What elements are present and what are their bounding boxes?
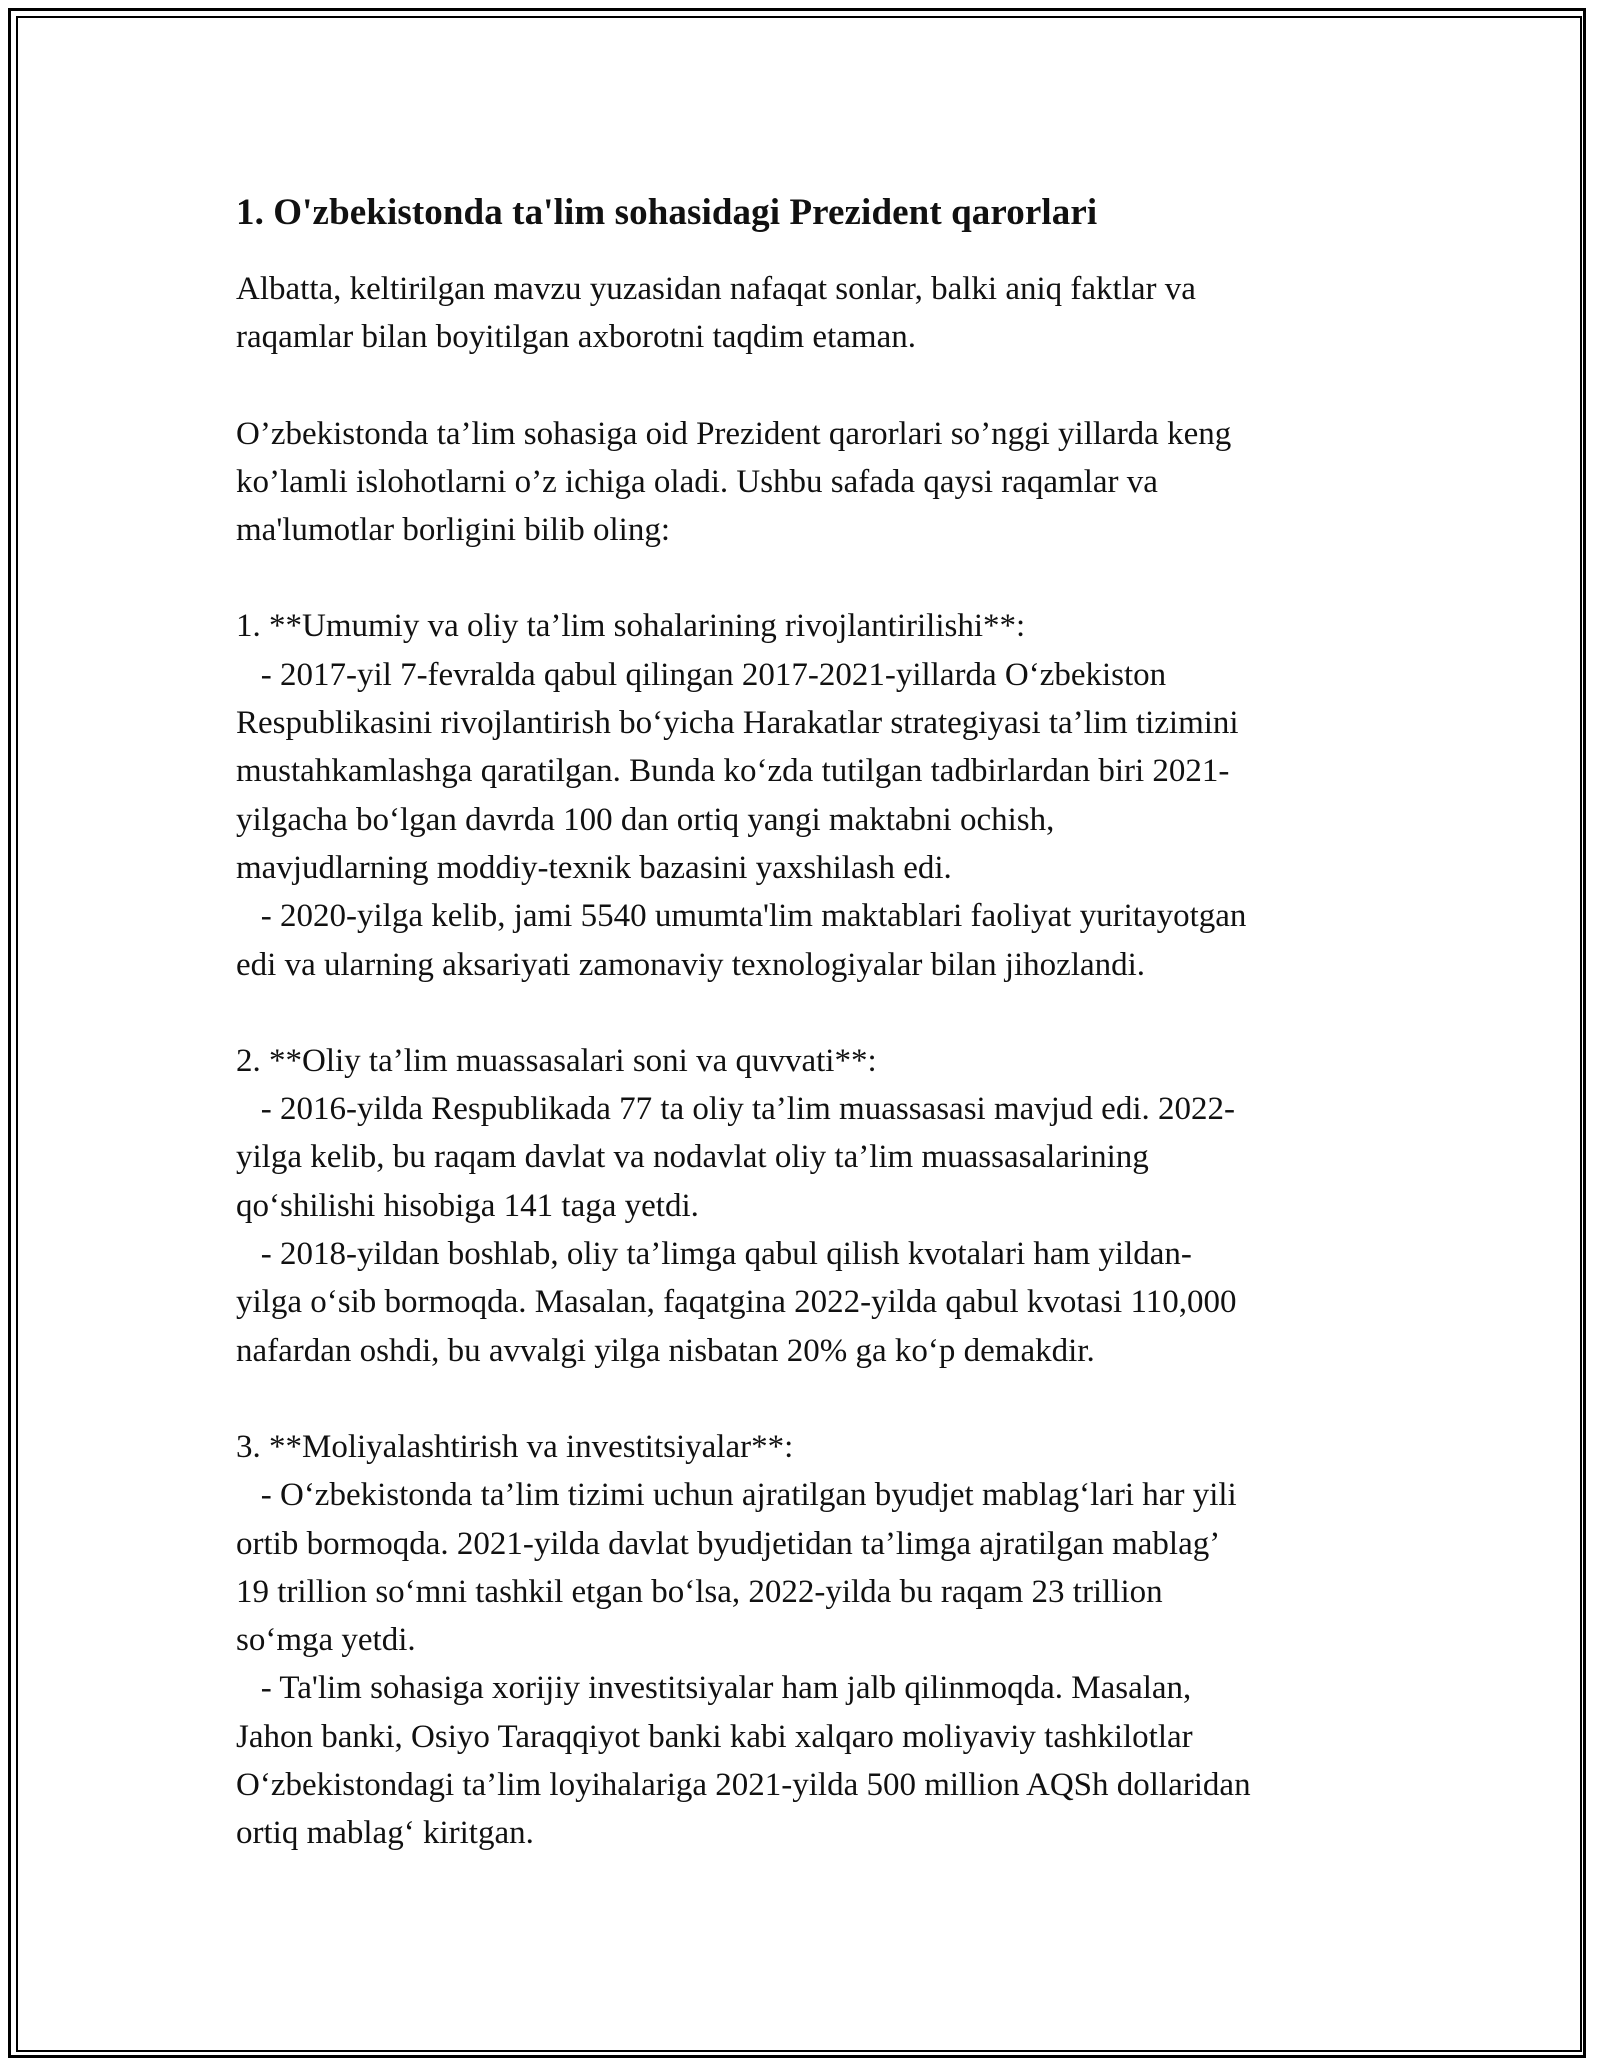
text-line: - 2017-yil 7-fevralda qabul qilingan 2017-2021-yillarda O‘zbekiston (236, 656, 1167, 693)
text-line: 19 trillion so‘mni tashkil etgan bo‘lsa, 2022-yilda bu raqam 23 trillion (236, 1573, 1163, 1610)
text-line: - 2016-yilda Respublikada 77 ta oliy ta’lim muassasasi mavjud edi. 2022- (236, 1091, 1235, 1128)
context-paragraph (236, 410, 1386, 555)
section-financing-investments (236, 1423, 1386, 1858)
text-line: O’zbekistonda ta’lim sohasiga oid Prezident qarorlari so’nggi yillarda keng (236, 415, 1232, 452)
text-line: - 2020-yilga kelib, jami 5540 umumta'lim maktablari faoliyat yuritayotgan (236, 898, 1247, 935)
text-line: Jahon banki, Osiyo Taraqqiyot banki kabi xalqaro moliyaviy tashkilotlar (236, 1718, 1193, 1755)
text-line: yilgacha bo‘lgan davrda 100 dan ortiq yangi maktabni ochish, (236, 801, 1055, 838)
intro-paragraph (236, 265, 1386, 362)
section-heading: 3. **Moliyalashtirish va investitsiyalar**: (236, 1428, 794, 1465)
text-line: mavjudlarning moddiy-texnik bazasini yaxshilash edi. (236, 849, 952, 886)
text-line: edi va ularning aksariyati zamonaviy texnologiyalar bilan jihozlandi. (236, 946, 1146, 983)
section-higher-education-institutions (236, 1037, 1386, 1375)
text-line: - 2018-yildan boshlab, oliy ta’limga qabul qilish kvotalari ham yildan- (236, 1236, 1192, 1273)
text-line: yilga o‘sib bormoqda. Masalan, faqatgina 2022-yilda qabul kvotasi 110,000 (236, 1284, 1237, 1321)
document-body (236, 185, 1386, 1906)
text-line: ko’lamli islohotlarni o’z ichiga oladi. Ushbu safada qaysi raqamlar va (236, 463, 1158, 500)
text-line: ortib bormoqda. 2021-yilda davlat byudjetidan ta’limga ajratilgan mablag’ (236, 1525, 1221, 1562)
section-general-higher-education (236, 602, 1386, 988)
text-line: nafardan oshdi, bu avvalgi yilga nisbatan 20% ga ko‘p demakdir. (236, 1332, 1095, 1369)
text-line: O‘zbekistondagi ta’lim loyihalariga 2021-yilda 500 million AQSh dollaridan (236, 1767, 1251, 1804)
section-heading: 2. **Oliy ta’lim muassasalari soni va quvvati**: (236, 1042, 877, 1079)
document-title: 1. O'zbekistonda ta'lim sohasidagi Prezident qarorlari (236, 192, 1098, 233)
text-line: ortiq mablag‘ kiritgan. (236, 1815, 534, 1852)
text-line: raqamlar bilan boyitilgan axborotni taqdim etaman. (236, 319, 916, 356)
text-line: Albatta, keltirilgan mavzu yuzasidan nafaqat sonlar, balki aniq faktlar va (236, 271, 1196, 307)
text-line: yilga kelib, bu raqam davlat va nodavlat oliy ta’lim muassasalarining (236, 1139, 1149, 1176)
text-line: mustahkamlashga qaratilgan. Bunda ko‘zda tutilgan tadbirlardan biri 2021- (236, 753, 1230, 790)
text-line: - Ta'lim sohasiga xorijiy investitsiyalar ham jalb qilinmoqda. Masalan, (236, 1670, 1192, 1707)
section-heading: 1. **Umumiy va oliy ta’lim sohalarining rivojlantirilishi**: (236, 608, 1026, 645)
text-line: qo‘shilishi hisobiga 141 taga yetdi. (236, 1187, 699, 1224)
text-line: - O‘zbekistonda ta’lim tizimi uchun ajratilgan byudjet mablag‘lari har yili (236, 1477, 1237, 1514)
text-line: Respublikasini rivojlantirish bo‘yicha Harakatlar strategiyasi ta’lim tizimini (236, 705, 1239, 742)
text-line: so‘mga yetdi. (236, 1622, 416, 1659)
text-line: ma'lumotlar borligini bilib oling: (236, 512, 670, 549)
